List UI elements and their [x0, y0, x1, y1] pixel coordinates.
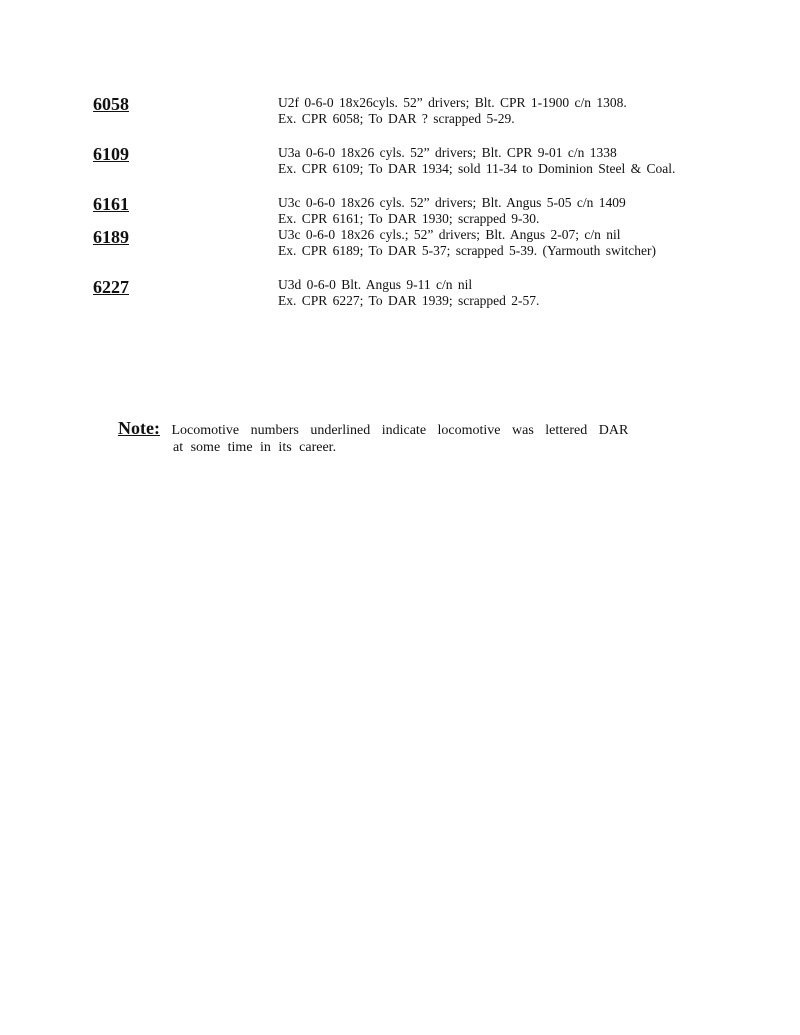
- note-text: Locomotive numbers underlined indicate locomotive was lettered DAR: [159, 423, 629, 438]
- locomotive-number: 6058: [93, 94, 129, 114]
- note-text-continued: at some time in its career.: [173, 440, 337, 455]
- locomotive-spec-line: U3c 0-6-0 18x26 cyls. 52” drivers; Blt. Angus 5-05 c/n 1409: [278, 195, 626, 210]
- locomotive-history-line: Ex. CPR 6109; To DAR 1934; sold 11-34 to Dominion Steel & Coal.: [278, 161, 676, 176]
- locomotive-description: [278, 145, 675, 177]
- locomotive-spec-line: U3a 0-6-0 18x26 cyls. 52” drivers; Blt. CPR 9-01 c/n 1338: [278, 145, 617, 160]
- locomotive-description: [278, 277, 539, 309]
- locomotive-number: 6227: [93, 277, 129, 297]
- roster-note: [118, 418, 718, 455]
- locomotive-description: [278, 227, 656, 259]
- note-label: Note:: [118, 418, 160, 438]
- locomotive-description: [278, 95, 627, 127]
- locomotive-history-line: Ex. CPR 6058; To DAR ? scrapped 5-29.: [278, 111, 515, 126]
- locomotive-number: 6109: [93, 144, 129, 164]
- locomotive-history-line: Ex. CPR 6227; To DAR 1939; scrapped 2-57.: [278, 293, 540, 308]
- locomotive-description: [278, 195, 626, 227]
- locomotive-number: 6189: [93, 227, 129, 247]
- locomotive-history-line: Ex. CPR 6161; To DAR 1930; scrapped 9-30.: [278, 211, 540, 226]
- locomotive-spec-line: U2f 0-6-0 18x26cyls. 52” drivers; Blt. CPR 1-1900 c/n 1308.: [278, 95, 627, 110]
- locomotive-history-line: Ex. CPR 6189; To DAR 5-37; scrapped 5-39. (Yarmouth switcher): [278, 243, 657, 258]
- locomotive-spec-line: U3d 0-6-0 Blt. Angus 9-11 c/n nil: [278, 277, 473, 292]
- locomotive-number: 6161: [93, 194, 129, 214]
- locomotive-spec-line: U3c 0-6-0 18x26 cyls.; 52” drivers; Blt. Angus 2-07; c/n nil: [278, 227, 621, 242]
